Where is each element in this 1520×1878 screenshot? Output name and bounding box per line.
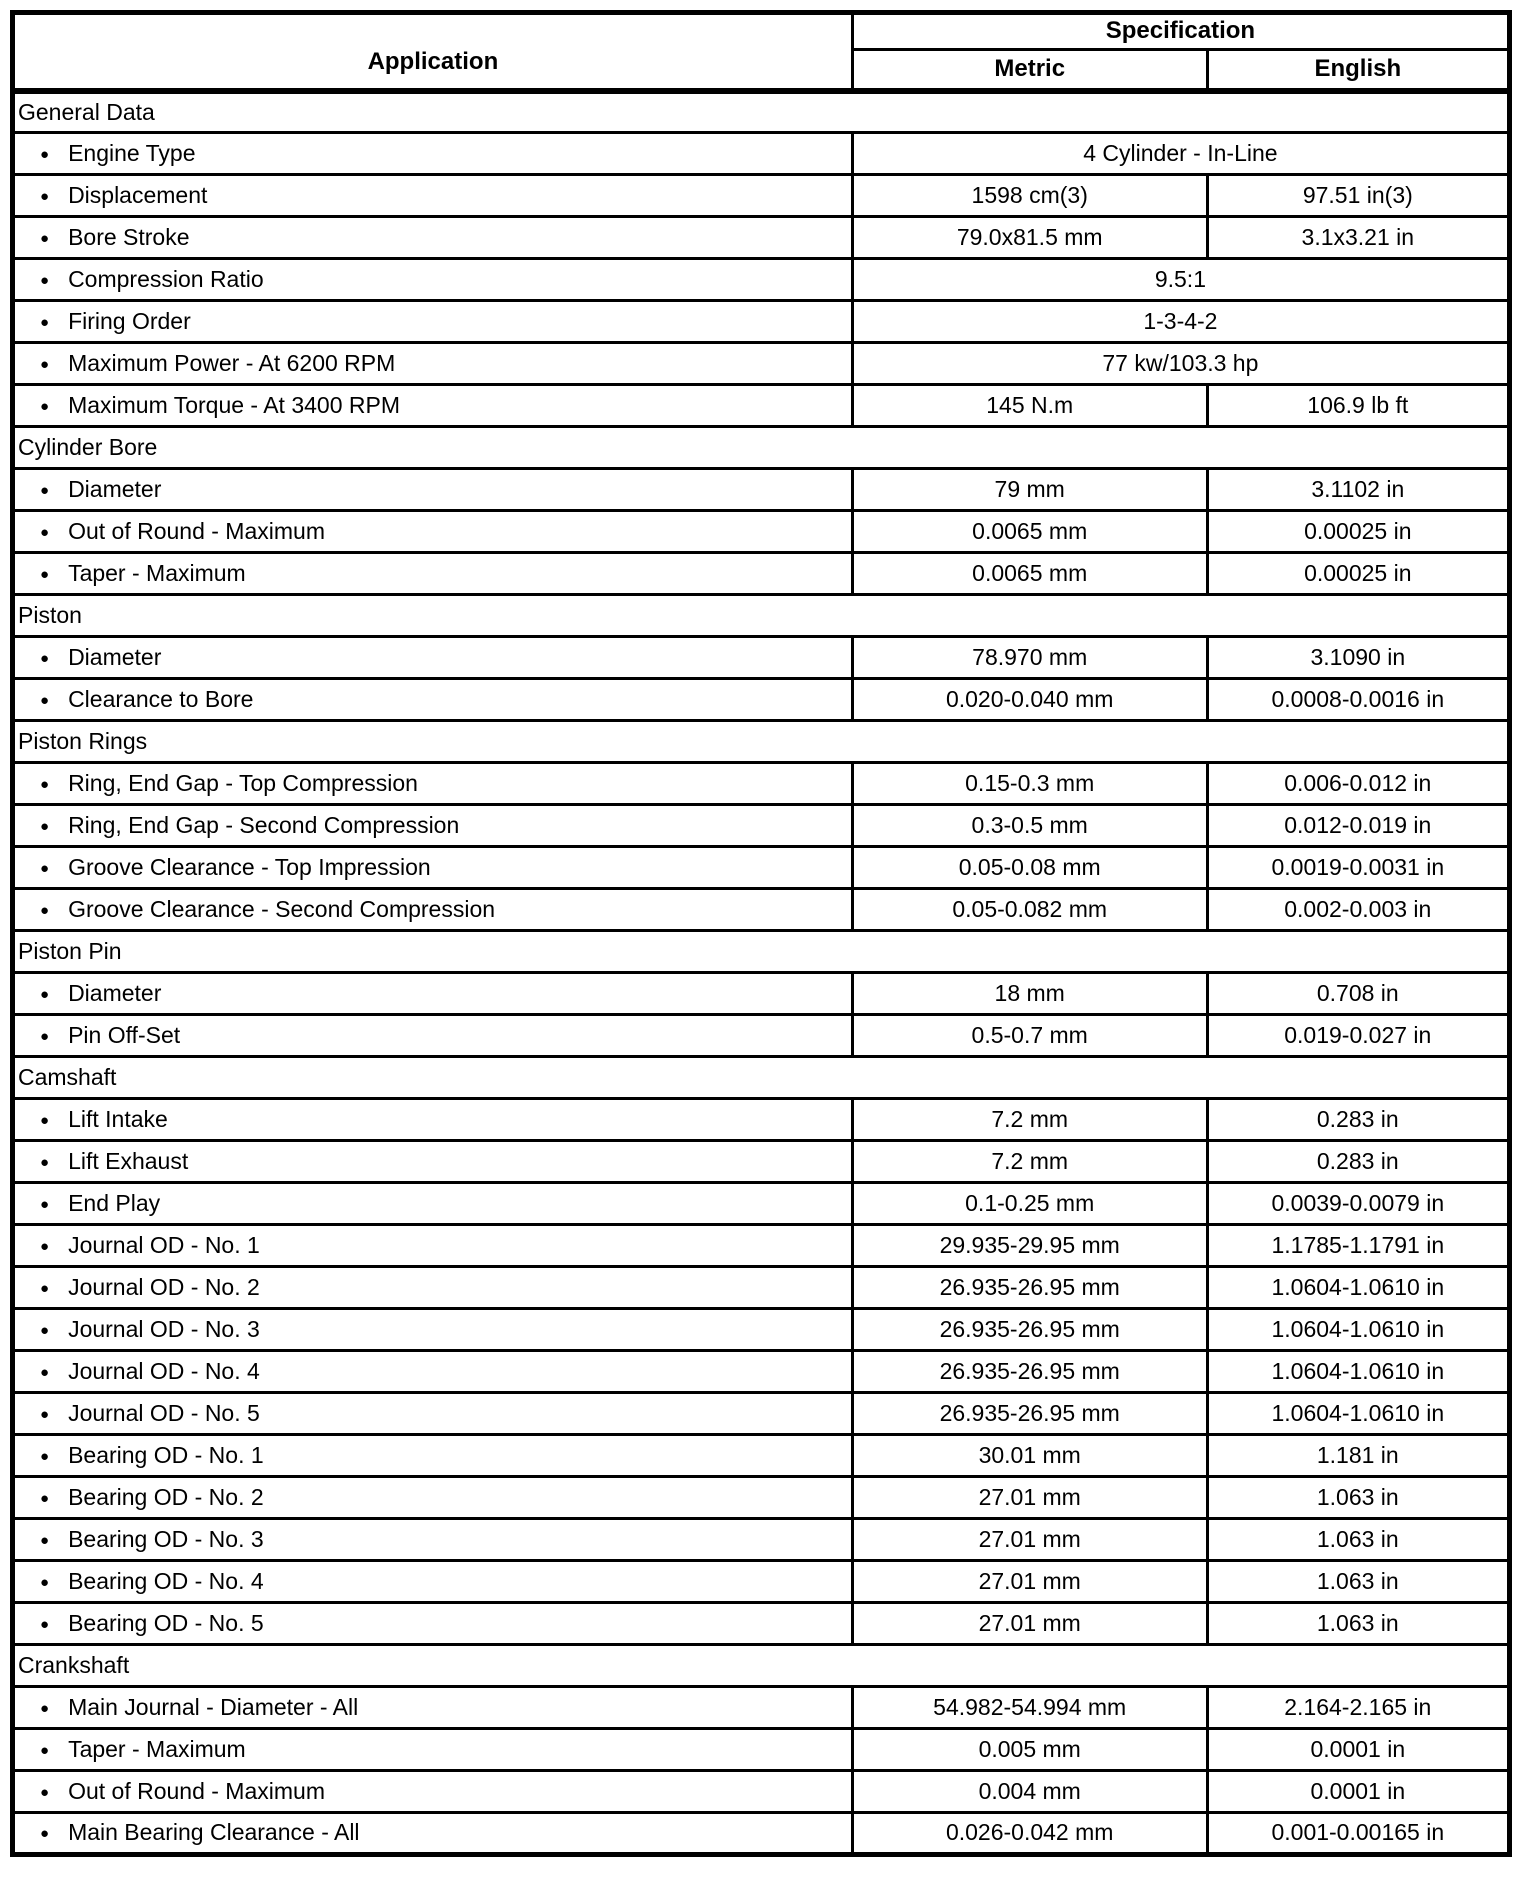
table-row [13,1771,1510,1813]
section-title: Piston Pin [13,931,1510,973]
application-cell [13,1309,853,1351]
table-row [13,637,1510,679]
application-label: Taper - Maximum [68,559,246,586]
table-row [13,1267,1510,1309]
table-row [13,1225,1510,1267]
english-value-cell: 0.0039-0.0079 in [1207,1183,1509,1225]
application-label: Diameter [68,475,162,502]
application-cell [13,637,853,679]
table-row [13,217,1510,259]
application-cell [13,847,853,889]
application-label: Journal OD - No. 2 [68,1273,260,1300]
bullet-icon: ● [40,313,50,331]
english-value-cell: 3.1090 in [1207,637,1509,679]
application-cell [13,1729,853,1771]
application-label: Clearance to Bore [68,685,254,712]
table-row [13,1393,1510,1435]
english-value-cell: 1.0604-1.0610 in [1207,1309,1509,1351]
metric-value-cell: 0.05-0.082 mm [852,889,1207,931]
section-title: Crankshaft [13,1645,1510,1687]
bullet-icon: ● [40,355,50,373]
metric-value-cell: 7.2 mm [852,1099,1207,1141]
table-row [13,763,1510,805]
application-cell [13,1771,853,1813]
english-value-cell: 0.001-0.00165 in [1207,1813,1509,1855]
english-value-cell: 0.00025 in [1207,511,1509,553]
column-header-english: English [1207,50,1509,91]
section-title: Camshaft [13,1057,1510,1099]
bullet-icon: ● [40,1615,50,1633]
application-cell [13,1225,853,1267]
application-label: Lift Exhaust [68,1147,189,1174]
metric-value-cell: 27.01 mm [852,1519,1207,1561]
english-value-cell: 0.0019-0.0031 in [1207,847,1509,889]
english-value-cell: 1.0604-1.0610 in [1207,1351,1509,1393]
english-value-cell: 2.164-2.165 in [1207,1687,1509,1729]
section-row [13,1645,1510,1687]
table-row [13,805,1510,847]
bullet-icon: ● [40,1279,50,1297]
application-label: Diameter [68,979,162,1006]
application-label: Maximum Torque - At 3400 RPM [68,391,400,418]
application-cell [13,1687,853,1729]
application-cell [13,1351,853,1393]
english-value-cell: 0.006-0.012 in [1207,763,1509,805]
application-cell [13,301,853,343]
application-label: Journal OD - No. 4 [68,1357,260,1384]
application-cell [13,343,853,385]
section-row [13,931,1510,973]
application-label: Lift Intake [68,1105,168,1132]
english-value-cell: 0.002-0.003 in [1207,889,1509,931]
application-label: Groove Clearance - Second Compression [68,895,496,922]
table-row [13,1309,1510,1351]
application-label: Engine Type [68,139,196,166]
english-value-cell: 3.1102 in [1207,469,1509,511]
bullet-icon: ● [40,1153,50,1171]
metric-value-cell: 0.026-0.042 mm [852,1813,1207,1855]
table-row [13,175,1510,217]
english-value-cell: 1.063 in [1207,1561,1509,1603]
metric-value-cell: 0.15-0.3 mm [852,763,1207,805]
bullet-icon: ● [40,1363,50,1381]
application-label: Bore Stroke [68,223,190,250]
english-value-cell: 0.00025 in [1207,553,1509,595]
application-label: Firing Order [68,307,191,334]
application-cell [13,1267,853,1309]
bullet-icon: ● [40,397,50,415]
table-row [13,259,1510,301]
table-row [13,1141,1510,1183]
bullet-icon: ● [40,1447,50,1465]
application-cell [13,553,853,595]
table-header [13,13,1510,91]
metric-value-cell: 0.1-0.25 mm [852,1183,1207,1225]
application-cell [13,259,853,301]
application-label: Displacement [68,181,208,208]
english-value-cell: 0.283 in [1207,1099,1509,1141]
application-label: Bearing OD - No. 5 [68,1609,264,1636]
application-cell [13,805,853,847]
application-cell [13,1393,853,1435]
application-cell [13,1603,853,1645]
application-cell [13,679,853,721]
metric-value-cell: 7.2 mm [852,1141,1207,1183]
application-cell [13,1561,853,1603]
table-row [13,1729,1510,1771]
english-value-cell: 0.0001 in [1207,1771,1509,1813]
metric-value-cell: 79.0x81.5 mm [852,217,1207,259]
bullet-icon: ● [40,229,50,247]
application-cell [13,1477,853,1519]
application-label: Out of Round - Maximum [68,517,325,544]
table-row [13,973,1510,1015]
specification-table [10,10,1512,1857]
bullet-icon: ● [40,901,50,919]
section-title: Piston [13,595,1510,637]
section-row [13,595,1510,637]
table-row [13,1477,1510,1519]
application-label: Groove Clearance - Top Impression [68,853,431,880]
bullet-icon: ● [40,1699,50,1717]
section-row [13,91,1510,133]
bullet-icon: ● [40,1111,50,1129]
table-row [13,1183,1510,1225]
bullet-icon: ● [40,1027,50,1045]
section-row [13,721,1510,763]
table-row [13,1435,1510,1477]
metric-value-cell: 78.970 mm [852,637,1207,679]
table-row [13,1015,1510,1057]
metric-value-cell: 0.005 mm [852,1729,1207,1771]
section-title: Cylinder Bore [13,427,1510,469]
column-header-metric: Metric [852,50,1207,91]
bullet-icon: ● [40,1825,50,1843]
application-cell [13,1813,853,1855]
english-value-cell: 0.0008-0.0016 in [1207,679,1509,721]
application-label: Bearing OD - No. 3 [68,1525,264,1552]
metric-value-cell: 0.0065 mm [852,511,1207,553]
application-label: Journal OD - No. 1 [68,1231,260,1258]
metric-value-cell: 26.935-26.95 mm [852,1393,1207,1435]
application-label: Main Bearing Clearance - All [68,1819,360,1846]
application-cell [13,1519,853,1561]
bullet-icon: ● [40,1237,50,1255]
bullet-icon: ● [40,817,50,835]
metric-value-cell: 18 mm [852,973,1207,1015]
application-cell [13,889,853,931]
english-value-cell: 0.019-0.027 in [1207,1015,1509,1057]
table-row [13,133,1510,175]
application-cell [13,1141,853,1183]
metric-value-cell: 0.3-0.5 mm [852,805,1207,847]
table-row [13,847,1510,889]
table-row [13,1099,1510,1141]
metric-value-cell: 27.01 mm [852,1561,1207,1603]
bullet-icon: ● [40,1321,50,1339]
application-label: Taper - Maximum [68,1735,246,1762]
combined-value-cell: 4 Cylinder - In-Line [852,133,1509,175]
metric-value-cell: 79 mm [852,469,1207,511]
combined-value-cell: 77 kw/103.3 hp [852,343,1509,385]
bullet-icon: ● [40,1741,50,1759]
english-value-cell: 0.708 in [1207,973,1509,1015]
bullet-icon: ● [40,481,50,499]
column-header-specification: Specification [852,13,1509,50]
application-cell [13,1435,853,1477]
application-cell [13,1099,853,1141]
table-row [13,469,1510,511]
bullet-icon: ● [40,145,50,163]
table-row [13,553,1510,595]
application-label: Ring, End Gap - Top Compression [68,769,418,796]
bullet-icon: ● [40,859,50,877]
application-label: Out of Round - Maximum [68,1777,325,1804]
application-cell [13,511,853,553]
bullet-icon: ● [40,523,50,541]
metric-value-cell: 145 N.m [852,385,1207,427]
bullet-icon: ● [40,1405,50,1423]
english-value-cell: 0.012-0.019 in [1207,805,1509,847]
english-value-cell: 3.1x3.21 in [1207,217,1509,259]
metric-value-cell: 0.05-0.08 mm [852,847,1207,889]
metric-value-cell: 26.935-26.95 mm [852,1309,1207,1351]
metric-value-cell: 27.01 mm [852,1477,1207,1519]
metric-value-cell: 0.004 mm [852,1771,1207,1813]
metric-value-cell: 26.935-26.95 mm [852,1351,1207,1393]
application-cell [13,973,853,1015]
bullet-icon: ● [40,1195,50,1213]
bullet-icon: ● [40,271,50,289]
application-label: Maximum Power - At 6200 RPM [68,349,396,376]
section-row [13,1057,1510,1099]
table-row [13,511,1510,553]
application-label: Diameter [68,643,162,670]
metric-value-cell: 26.935-26.95 mm [852,1267,1207,1309]
table-row [13,1519,1510,1561]
application-label: Journal OD - No. 5 [68,1399,260,1426]
english-value-cell: 97.51 in(3) [1207,175,1509,217]
metric-value-cell: 29.935-29.95 mm [852,1225,1207,1267]
application-label: Bearing OD - No. 4 [68,1567,264,1594]
bullet-icon: ● [40,187,50,205]
english-value-cell: 106.9 lb ft [1207,385,1509,427]
english-value-cell: 0.283 in [1207,1141,1509,1183]
table-row [13,301,1510,343]
application-cell [13,133,853,175]
application-cell [13,469,853,511]
table-row [13,1813,1510,1855]
section-row [13,427,1510,469]
english-value-cell: 1.063 in [1207,1519,1509,1561]
application-label: Compression Ratio [68,265,264,292]
column-header-application: Application [13,13,853,91]
metric-value-cell: 27.01 mm [852,1603,1207,1645]
application-label: Main Journal - Diameter - All [68,1693,359,1720]
table-row [13,889,1510,931]
table-row [13,679,1510,721]
table-row [13,343,1510,385]
application-cell [13,385,853,427]
english-value-cell: 1.181 in [1207,1435,1509,1477]
application-cell [13,175,853,217]
table-row [13,1351,1510,1393]
combined-value-cell: 9.5:1 [852,259,1509,301]
table-body [13,91,1510,1855]
section-title: General Data [13,91,1510,133]
table-row [13,1561,1510,1603]
section-title: Piston Rings [13,721,1510,763]
metric-value-cell: 0.0065 mm [852,553,1207,595]
metric-value-cell: 54.982-54.994 mm [852,1687,1207,1729]
application-label: Bearing OD - No. 2 [68,1483,264,1510]
metric-value-cell: 0.5-0.7 mm [852,1015,1207,1057]
application-label: End Play [68,1189,161,1216]
application-label: Journal OD - No. 3 [68,1315,260,1342]
bullet-icon: ● [40,691,50,709]
english-value-cell: 1.0604-1.0610 in [1207,1393,1509,1435]
metric-value-cell: 1598 cm(3) [852,175,1207,217]
english-value-cell: 1.1785-1.1791 in [1207,1225,1509,1267]
metric-value-cell: 30.01 mm [852,1435,1207,1477]
application-label: Ring, End Gap - Second Compression [68,811,460,838]
table-row [13,1603,1510,1645]
application-cell [13,1183,853,1225]
bullet-icon: ● [40,565,50,583]
combined-value-cell: 1-3-4-2 [852,301,1509,343]
metric-value-cell: 0.020-0.040 mm [852,679,1207,721]
english-value-cell: 0.0001 in [1207,1729,1509,1771]
application-cell [13,1015,853,1057]
bullet-icon: ● [40,1489,50,1507]
application-cell [13,763,853,805]
english-value-cell: 1.063 in [1207,1477,1509,1519]
bullet-icon: ● [40,1783,50,1801]
application-label: Pin Off-Set [68,1021,181,1048]
table-row [13,1687,1510,1729]
table-row [13,385,1510,427]
application-cell [13,217,853,259]
bullet-icon: ● [40,649,50,667]
application-label: Bearing OD - No. 1 [68,1441,264,1468]
bullet-icon: ● [40,775,50,793]
bullet-icon: ● [40,985,50,1003]
bullet-icon: ● [40,1531,50,1549]
english-value-cell: 1.063 in [1207,1603,1509,1645]
bullet-icon: ● [40,1573,50,1591]
english-value-cell: 1.0604-1.0610 in [1207,1267,1509,1309]
